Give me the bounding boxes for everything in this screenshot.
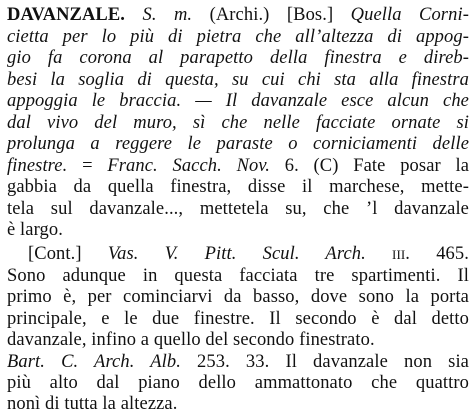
domain-tag: (Archi.) [209,5,270,25]
entry-line-17 [7,351,469,373]
citation-source-3: Bart. C. Arch. Alb. [7,351,181,372]
entry-line-6: dal vivo del muro, sì che nelle facciate ornate si [7,112,469,133]
continuation-tag: [Cont.] [28,244,82,264]
entry-line-5 [7,90,469,112]
entry-line-14: primo è, per cominciarvi da basso, dove sono la porta [7,287,469,307]
entry-line-11: è largo. [7,220,63,240]
quote-start-3: Il davanzale non sia [285,351,469,372]
definition-start: Quella Corni- [350,5,469,25]
entry-line-19: nonì di tutta la altezza. [7,393,178,414]
entry-line-10: tela sul davanzale..., mettetela su, che ’l davanzale [7,198,469,219]
grammar-label: S. m. [142,5,193,25]
entry-line-1 [7,4,469,26]
definition-end: appoggia le braccia. [7,91,182,111]
source-tag: [Bos.] [286,5,334,25]
citation-flag: (C) [313,155,339,176]
equals-mark: = [82,155,93,176]
citation-source: Franc. Sacch. Nov. [107,155,271,176]
entry-line-2: cietta per lo più di pietra che all’altezza di appog- [7,26,469,47]
entry-line-4: besi la soglia di questa, su cui chi sta alla finestra [7,69,469,90]
citation-number: 6. [284,155,299,176]
quote-start: Fate posar la [353,155,470,176]
entry-line-18: più alto dal piano dello ammattonato che quattro [7,373,469,393]
entry-line-7: prolunga a reggere le paraste o corniciamenti delle [7,134,469,154]
citation-number-3: 253. 33. [197,351,270,372]
entry-line-9: gabbia da quella finestra, disse il marchese, mette- [7,177,469,197]
entry-line-12 [28,243,469,265]
citation-volume: iii. [392,244,411,264]
entry-line-15: principale, e le due finestre. Il secondo è dal detto [7,308,469,329]
note-end: finestre. [7,155,68,176]
entry-line-3: gio fa corona al parapetto della finestra e direb- [7,48,469,68]
note-start: — Il davanzale esce alcun che [195,91,469,111]
entry-line-13: Sono adunque in questa facciata tre spartimenti. Il [7,265,469,286]
citation-source-2: Vas. V. Pitt. Scul. Arch. [107,244,366,264]
entry-line-16: davanzale, infino a quello del secondo finestrato. [7,330,375,350]
entry-line-8 [7,155,469,177]
citation-page: 465. [436,244,469,264]
headword: DAVANZALE. [7,5,126,25]
